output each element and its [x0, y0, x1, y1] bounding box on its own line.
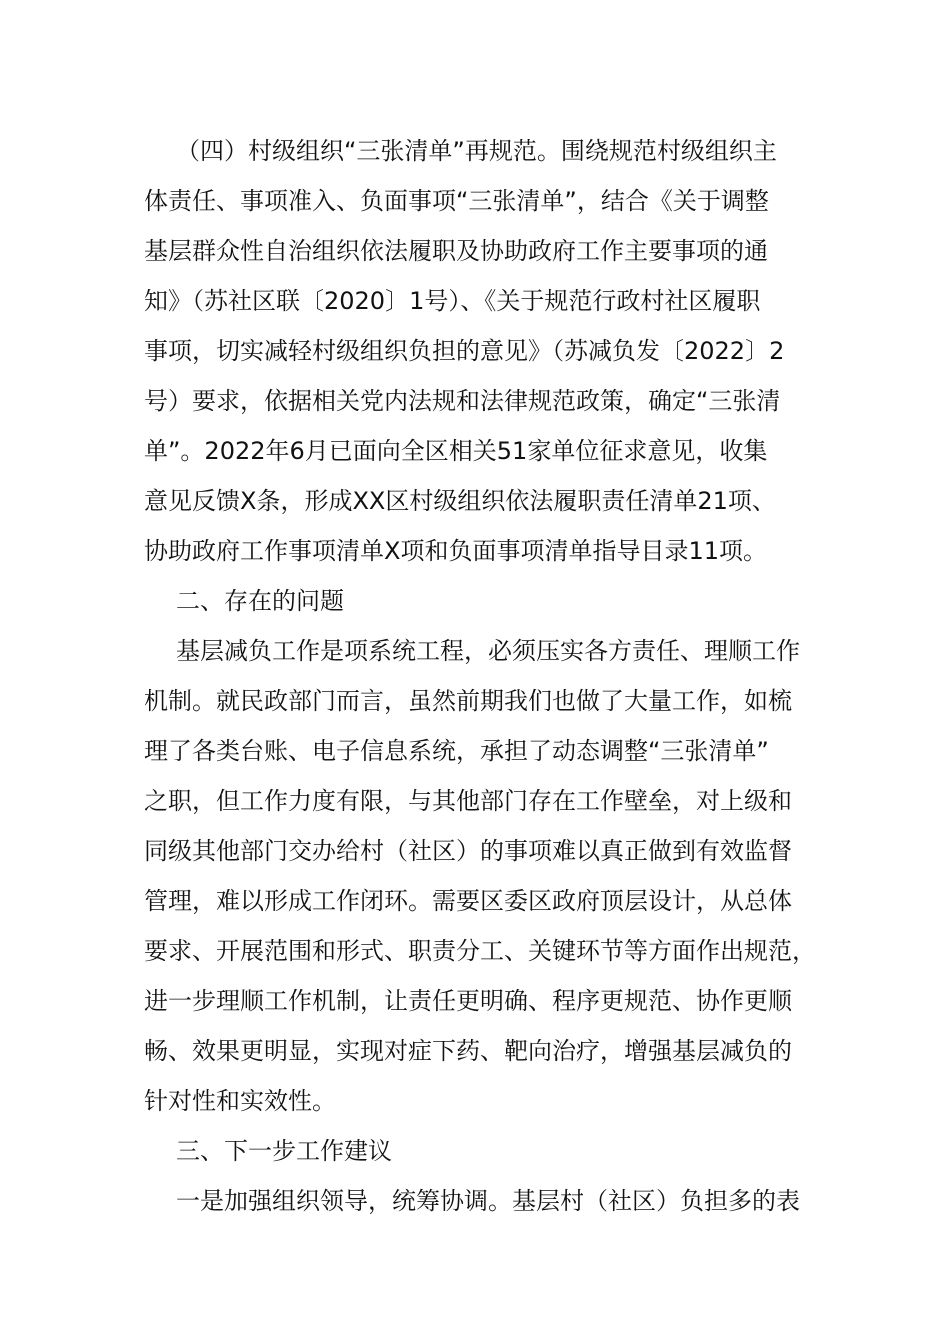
text-line: 机制。就民政部门而言，虽然前期我们也做了大量工作，如梳 [144, 687, 792, 715]
text-line: 理了各类台账、电子信息系统，承担了动态调整“三张清单” [144, 737, 769, 765]
text-line: 要求、开展范围和形式、职责分工、关键环节等方面作出规范， [144, 937, 816, 965]
text-line: 三、下一步工作建议 [176, 1137, 392, 1165]
text-line: 单”。2022年6月已面向全区相关51家单位征求意见，收集 [144, 437, 768, 465]
text-line: 事项，切实减轻村级组织负担的意见》（苏减负发〔2022〕2 [144, 337, 785, 365]
text-line: 基层群众性自治组织依法履职及协助政府工作主要事项的通 [144, 237, 768, 265]
text-line: 基层减负工作是项系统工程，必须压实各方责任、理顺工作 [176, 637, 800, 665]
text-line: 号）要求，依据相关党内法规和法律规范政策，确定“三张清 [144, 387, 781, 415]
text-line: 管理，难以形成工作闭环。需要区委区政府顶层设计，从总体 [144, 887, 792, 915]
text-line: 知》（苏社区联〔2020〕1号）、《关于规范行政村社区履职 [144, 287, 761, 315]
text-line: 之职，但工作力度有限，与其他部门存在工作壁垒，对上级和 [144, 787, 792, 815]
text-line: 同级其他部门交办给村（社区）的事项难以真正做到有效监督 [144, 837, 792, 865]
text-line: 意见反馈X条，形成XX区村级组织依法履职责任清单21项、 [144, 487, 776, 515]
text-line: 畅、效果更明显，实现对症下药、靶向治疗，增强基层减负的 [144, 1037, 792, 1065]
text-line: 一是加强组织领导，统筹协调。基层村（社区）负担多的表 [176, 1187, 800, 1215]
text-line: 进一步理顺工作机制，让责任更明确、程序更规范、协作更顺 [144, 987, 792, 1015]
text-line: 协助政府工作事项清单X项和负面事项清单指导目录11项。 [144, 537, 767, 565]
text-line: （四）村级组织“三张清单”再规范。围绕规范村级组织主 [176, 137, 777, 165]
text-line: 体责任、事项准入、负面事项“三张清单”，结合《关于调整 [144, 187, 769, 215]
body-text [144, 126, 824, 1226]
text-line: 二、存在的问题 [176, 587, 344, 615]
text-line: 针对性和实效性。 [144, 1087, 336, 1115]
